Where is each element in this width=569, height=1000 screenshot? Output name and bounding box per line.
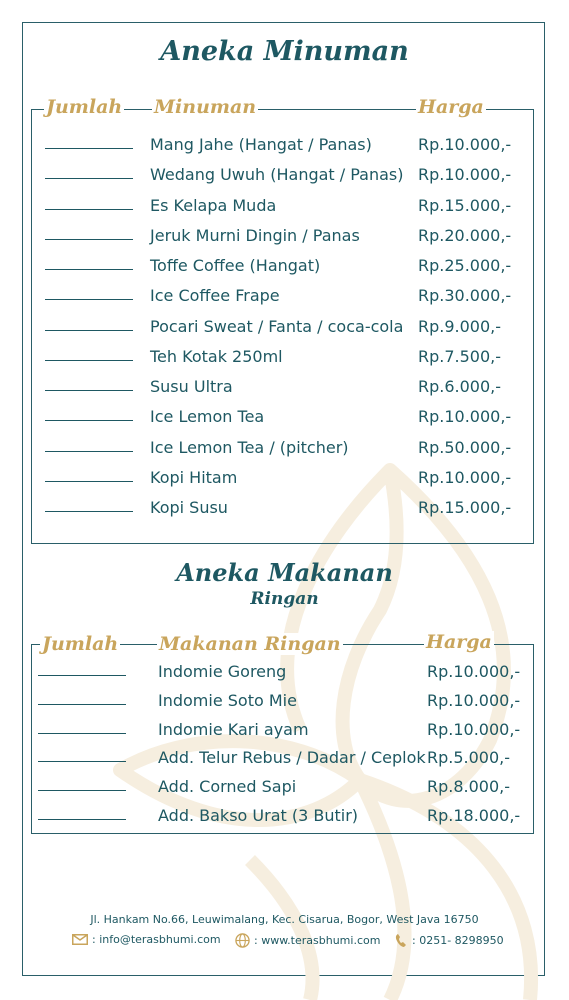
menu-row [0,691,569,721]
menu-row [0,135,569,165]
menu-item-name: Add. Telur Rebus / Dadar / Ceplok [158,748,426,768]
menu-item-price: Rp.18.000,- [427,805,521,825]
menu-item-name: Pocari Sweat / Fanta / coca-cola [150,316,404,336]
drinks-qty-header: Jumlah [46,96,123,118]
menu-item-price: Rp.10.000,- [418,135,512,154]
menu-row [0,662,569,692]
quantity-blank-line [38,704,126,705]
menu-row [0,286,569,316]
menu-item-price: Rp.15.000,- [418,195,512,215]
quantity-blank-line [45,178,133,179]
menu-item-name: Add. Bakso Urat (3 Butir) [158,805,359,825]
menu-item-price: Rp.10.000,- [418,467,512,487]
menu-item-name: Ice Coffee Frape [150,286,280,306]
snacks-item-header: Makanan Ringan [159,633,341,655]
mail-icon [72,934,88,945]
quantity-blank-line [45,420,133,421]
menu-item-price: Rp.10.000,- [418,407,512,427]
menu-row [0,777,569,807]
menu-row [0,226,569,256]
footer-phone-text: : 0251- 8298950 [412,934,504,947]
menu-item-price: Rp.20.000,- [418,225,512,245]
menu-row [0,317,569,347]
drinks-title: Aneka Minuman [160,36,409,67]
snacks-subtitle: Ringan [250,589,319,609]
menu-item-name: Kopi Susu [150,498,228,517]
quantity-blank-line [45,330,133,331]
menu-item-name: Indomie Goreng [158,662,287,681]
snacks-qty-header: Jumlah [42,633,119,655]
quantity-blank-line [38,675,126,676]
menu-item-price: Rp.7.500,- [418,346,502,366]
menu-item-price: Rp.6.000,- [418,377,502,396]
footer-website [235,933,380,948]
menu-item-name: Es Kelapa Muda [150,195,277,215]
drinks-item-header: Minuman [154,96,257,118]
menu-item-name: Ice Lemon Tea [150,407,265,427]
menu-item-price: Rp.30.000,- [418,286,512,306]
menu-item-name: Indomie Soto Mie [158,690,297,710]
menu-item-name: Add. Corned Sapi [158,777,297,796]
menu-item-name: Susu Ultra [150,377,233,396]
menu-item-price: Rp.10.000,- [427,719,521,739]
menu-row [0,377,569,407]
menu-item-name: Ice Lemon Tea / (pitcher) [150,437,349,457]
footer-email-text: : info@terasbhumi.com [92,933,221,946]
quantity-blank-line [38,819,126,820]
menu-row [0,438,569,468]
menu-row [0,748,569,778]
quantity-blank-line [38,761,126,762]
quantity-blank-line [38,790,126,791]
menu-row [0,196,569,226]
menu-row [0,407,569,437]
quantity-blank-line [45,148,133,149]
menu-item-name: Indomie Kari ayam [158,719,309,739]
quantity-blank-line [38,733,126,734]
footer-address: Jl. Hankam No.66, Leuwimalang, Kec. Cisarua, Bogor, West Java 16750 [90,913,479,926]
menu-item-price: Rp.15.000,- [418,498,512,517]
menu-row [0,256,569,286]
quantity-blank-line [45,511,133,512]
menu-item-price: Rp.5.000,- [427,748,511,768]
snacks-price-header: Harga [426,631,492,653]
menu-item-name: Teh Kotak 250ml [150,346,283,366]
quantity-blank-line [45,269,133,270]
footer-phone [395,933,504,948]
menu-item-price: Rp.10.000,- [427,690,521,710]
quantity-blank-line [45,451,133,452]
quantity-blank-line [45,481,133,482]
footer-website-text: : www.terasbhumi.com [254,934,381,947]
menu-row [0,468,569,498]
quantity-blank-line [45,299,133,300]
menu-item-price: Rp.50.000,- [418,437,512,457]
quantity-blank-line [45,390,133,391]
menu-item-price: Rp.8.000,- [427,777,511,796]
menu-row [0,347,569,377]
quantity-blank-line [45,360,133,361]
footer-email [72,933,221,946]
menu-row [0,720,569,750]
menu-item-price: Rp.10.000,- [427,662,521,681]
drinks-price-header: Harga [418,96,484,118]
phone-icon [395,933,408,948]
quantity-blank-line [45,239,133,240]
menu-item-name: Toffe Coffee (Hangat) [150,256,321,275]
menu-row [0,498,569,528]
menu-item-price: Rp.9.000,- [418,316,502,336]
menu-item-price: Rp.10.000,- [418,165,512,185]
menu-item-price: Rp.25.000,- [418,256,512,275]
menu-item-name: Kopi Hitam [150,467,238,487]
menu-item-name: Wedang Uwuh (Hangat / Panas) [150,165,404,185]
menu-item-name: Mang Jahe (Hangat / Panas) [150,135,372,154]
menu-item-name: Jeruk Murni Dingin / Panas [150,225,360,245]
snacks-title: Aneka Makanan [176,558,393,587]
menu-row [0,165,569,195]
quantity-blank-line [45,209,133,210]
menu-row [0,806,569,836]
globe-icon [235,933,250,948]
